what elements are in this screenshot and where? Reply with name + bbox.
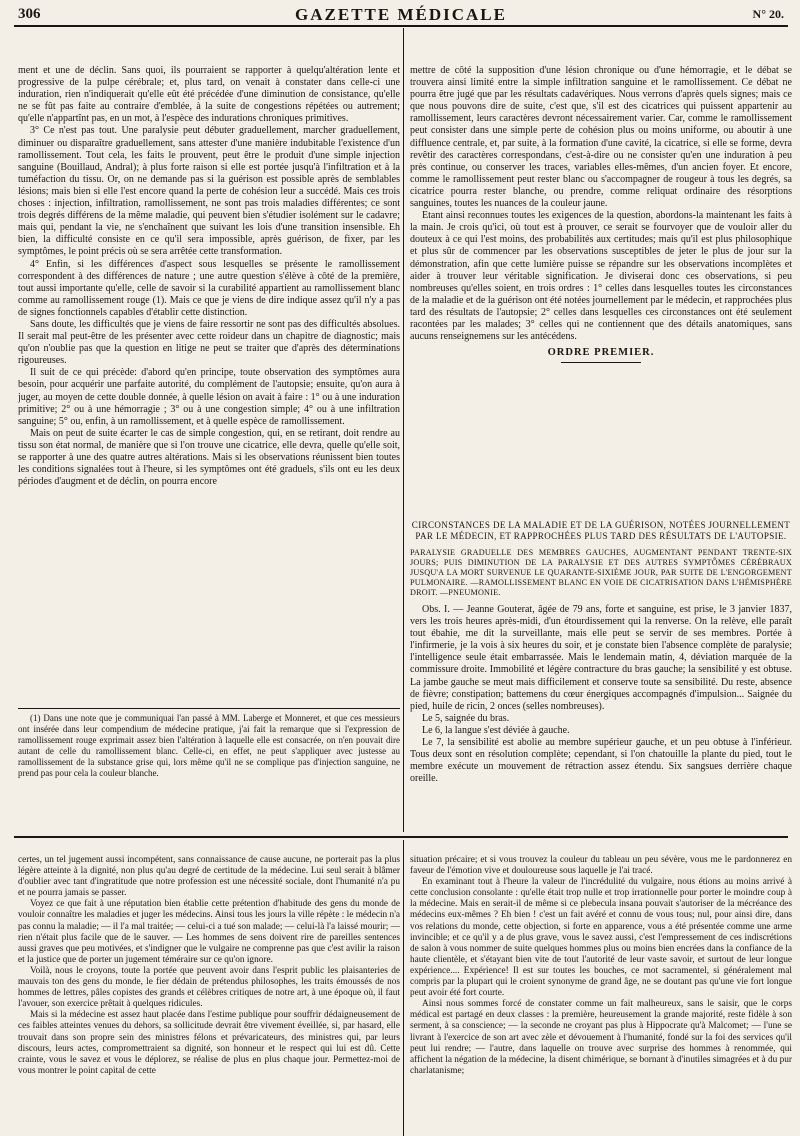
paragraph: mettre de côté la supposition d'une lésion chronique ou d'une hémorragie, et le débat se trouvera ainsi limité entre la simple infiltration sanguine et le ramollissement. Ce débat ne pourra être jugé que par les résultats cadavériques. Nous verrons d'après quels signes; mais ce que nous pouvons dire de suite, c'est que, s'il est des cicatrices qui puissent appartenir au ramollissement, leurs caractères devront nécessairement varier. Car, comme le ramollissement peut consister dans une simple perte de cohésion plus ou moins uniforme, ou aboutir à une diffluence centrale, et, par suite, à la formation d'une cavité, la cicatrice, si elle se forme, devra revêtir des caractères correspondans, c'est-à-dire ou ne consister qu'en une induration à peu près continue, ou conserver les traces, variables elles-mêmes, d'un ancien foyer. Et encore, comme le ramollissement peut rester blanc ou s'accompagner de rougeur à tous les degrés, sa cicatrice pourra rester blanche, ou prendre, comme reliquat ordinaire des résorptions sanguines, toutes les nuances de la couleur jaune.: [410, 65, 792, 210]
paragraph: 4° Enfin, si les différences d'aspect sous lesquelles se présente le ramollissement correspondent à des différences de nature ; une autre question s'élève à côté de la première, tout aussi importante qu'elle, celle de savoir si la curabilité appartient au ramollissement blanc comme au ramollissement rouge (1). Mais ce que je viens de dire indique assez qu'il n'y a pas de signes fonctionnels capables d'établir cette distinction.: [18, 258, 400, 318]
column-right-bottom: [410, 855, 792, 1133]
column-right-top: [410, 65, 792, 510]
column-right-case: [410, 518, 792, 834]
section-subheading: CIRCONSTANCES DE LA MALADIE ET DE LA GUÉRISON, NOTÉES JOURNELLEMENT PAR LE MÉDECIN, ET RAPPROCHÉES PLUS TARD DES RÉSULTATS DE L'AUTOPSIE.: [411, 520, 791, 541]
page-number: 306: [18, 6, 41, 22]
paragraph: Etant ainsi reconnues toutes les exigences de la question, abordons-la maintenant les faits à la main. Je crois qu'ici, où tout est à prouver, ce serait se fourvoyer que de vouloir aller du douteux à ce qui l'est moins, des probabilités aux certitudes; mais qu'il est plus philosophique et plus sûr de commencer par les observations susceptibles de jeter le plus de jour sur la démonstration, afin que cette lumière puisse se répandre sur les observations incomplètes et aider à trouver leur véritable signification. Je diviserai donc ces observations, si peu nombreuses qu'elles soient, en trois ordres : 1° celles dans lesquelles toutes les circonstances de la maladie et de la guérison ont été notées journellement par le médecin, et rapprochées plus tard des résultats de l'autopsie; 2° celles dans lesquelles ces circonstances ont été seulement racontées par les malades; 3° celles qui ne contiennent que des détails anatomiques, sans aucuns renseignemens sur les antécédens.: [410, 210, 792, 343]
column-divider-bottom: [403, 840, 404, 1136]
paragraph: Obs. I. — Jeanne Gouterat, âgée de 79 ans, forte et sanguine, est prise, le 3 janvier 1837, vers les trois heures après-midi, d'un étourdissement qui la renverse. On la relève, elle paraît tout ébahie, me dit la surveillante, mais elle peut se servir de ses membres. Portée à l'infirmerie, je la vois à six heures du soir, et je constate bien l'absence complète de paralysie; l'intelligence seule était embarrassée. Mais le lendemain matin, 4, déviation marquée de la commissure droite. Immobilité et légère contracture du bras gauche; la sensibilité y est obtuse. La jambe gauche se meut mais difficilement et conserve toute sa sensibilité. Du reste, absence de fièvre; constipation; battemens du cœur énergiques accompagnés d'impulsion... Saignée du pied, huile de ricin, 2 onces (selles nombreuses).: [410, 604, 792, 712]
column-left-top: [18, 65, 400, 700]
paragraph: 3° Ce n'est pas tout. Une paralysie peut débuter graduellement, marcher graduellement, diminuer ou disparaître graduellement, sans attester d'une manière indubitable l'existence d'un ramollissement. Tout cela, les faits le prouvent, peut être le produit d'une simple injection sanguine (Bouillaud, Andral); à plus forte raison si elle est portée jusqu'à l'infiltration et à la tuméfaction du tissu. Or, on ne demande pas si la guérison est possible après de semblables lésions; mais bien si elle l'est encore quand la perte de cohésion leur a succédé. Mais ces trois choses : injection, infiltration, ramollissement, ne sont pas trois maladies différentes; ce sont trois degrés différens de la même maladie, qui peuvent bien s'étudier isolément sur le cadavre; mais qui, pendant la vie, ne s'enchaînent que suivant les lois d'une transition insensible. Eh bien, la difficulté consiste en ce qu'il sera impossible, après guérison, de fixer, par les symptômes, le point précis où se sera arrêtée cette transformation.: [18, 125, 400, 258]
paragraph: situation précaire; et si vous trouvez la couleur du tableau un peu sévère, vous me le pardonnerez en faveur de l'émotion vive et douloureuse sous laquelle je l'ai tracé.: [410, 855, 792, 877]
column-left-bottom: [18, 855, 400, 1133]
paragraph: Voyez ce que fait à une réputation bien établie cette prétention d'habitude des gens du monde de vouloir connaître les maladies et juger les médecins. Ainsi tous les jours la ville répète : le médecin n'a pas connu la maladie; — il l'a mal traitée; — celui-ci a tué son malade; — celui-là l'a laissé mourir; — rien n'était plus facile que de le sauver. — Les hommes de sens doivent rire de pareilles sentences aussi graves que peu motivées, et s'indigner que le vulgaire ne comprenne pas que c'est avilir la raison et la justice que de porter un jugement téméraire sur ce qu'on ignore.: [18, 899, 400, 965]
feuilleton-rule: [14, 836, 788, 838]
paragraph: Sans doute, les difficultés que je viens de faire ressortir ne sont pas des difficultés absolues. Il serait mal peut-être de les présenter avec cette roideur dans un chapitre de diagnostic; mais qu'on n'oublie pas que la question en litige ne peut se traiter que d'après des déterminations rigoureuses.: [18, 318, 400, 367]
paragraph: Le 5, saignée du bras.: [422, 712, 510, 724]
issue-number: N° 20.: [752, 7, 784, 21]
paragraph: certes, un tel jugement aussi incompétent, sans connaissance de cause aucune, ne porterait pas la plus légère atteinte à la dignité, non plus qu'au degré de certitude de la médecine. Lui seul serait à blâmer d'oublier avec tant d'ingratitude que notre profession est une nécessité sociale, dont l'humanité n'a pu et ne pourra jamais se passer.: [18, 855, 400, 899]
header-rule: [14, 25, 788, 27]
paragraph: Mais si la médecine est assez haut placée dans l'estime publique pour souffrir dédaigneusement de ces faibles atteintes venues du dehors, sa sollicitude devrait être vivement éveillée, si, par hasard, elle trouvait dans son propre sein des ministres félons et prévaricateurs, des ministres qui, par leurs discours, leurs actes, compromettraient sa dignité, son honneur et le respect qui lui est dû. Cette crainte, vous le savez et vous le déplorez, se réalise de plus en plus chaque jour. Permettez-moi de vous montrer le point capital de cette: [18, 1010, 400, 1076]
section-heading: ORDRE PREMIER.: [547, 347, 655, 359]
page-header: [16, 4, 786, 26]
journal-title: GAZETTE MÉDICALE: [295, 5, 507, 24]
paragraph: Ainsi nous sommes forcé de constater comme un fait malheureux, sans le saisir, que le corps médical est partagé en deux classes : la première, heureusement la grande majorité, reste fidèle à son serment, à sa conscience; — la seconde ne croyant pas plus à Hippocrate qu'à Malcomet; — l'une se livrant à l'exercice de son art avec zèle et dévouement à l'humanité, fondé sur la foi des services qu'il peut lui rendre; — l'autre, dans laquelle on trouve avec surprise des hommes à renommée, qui affichent la négation de la médecine, la disent chimérique, se bornant à d'inutiles simagrées et à du pur charlatanisme;: [410, 999, 792, 1076]
paragraph: Il suit de ce qui précède: d'abord qu'en principe, toute observation des symptômes aura besoin, pour acquérir une parfaite autorité, du complément de l'autopsie; ensuite, qu'on aura à juger, au moyen de cette double donnée, à quelle lésion on avait à faire : 1° ou à une induration primitive; 2° ou à une hémorragie ; 3° ou à une congestion simple; 4° ou à une infiltration sanguine; 5° ou, enfin, à un ramollissement, et à quelle espèce de ramollissement.: [18, 367, 400, 427]
footnote-text: (1) Dans une note que je communiquai l'an passé à MM. Laberge et Monneret, et que ces messieurs ont insérée dans leur compendium de médecine pratique, j'ai fait la remarque que si l'expression de ramollissement rouge exprimait assez bien l'altération à laquelle elle est consacrée, on n'en pouvait dire autant de celle du ramollissement blanc. Celle-ci, en effet, ne peut s'appliquer avec justesse au ramollissement de la substance grise qui, lors même qu'il ne se complique pas d'injection sanguine, ne prend pas pour cela la couleur blanche.: [18, 713, 400, 778]
paragraph: Le 7, la sensibilité est abolie au membre supérieur gauche, et un peu obtuse à l'inférieur. Tous deux sont en résolution complète; cependant, si l'on chatouille la plante du pied, tout le membre exécute un mouvement de rétraction assez étendu. Six sangsues derrière chaque oreille.: [410, 737, 792, 785]
paragraph: Voilà, nous le croyons, toute la portée que peuvent avoir dans l'esprit public les plaisanteries de mauvais ton des gens du monde, le fier dédain de prétendus philosophes, les traits émoussés de nos hommes de lettres, pâles copistes des grands et célèbres critiques de notre art, à une époque où, il faut l'avouer, son exercice prêtait à quelques ridicules.: [18, 965, 400, 1010]
paragraph: Mais on peut de suite écarter le cas de simple congestion, qui, en se retirant, doit rendre au tissu son état normal, de manière que si l'on trouve une cicatrice, elle devra, quelle qu'elle soit, se rapporter à une des quatre autres altérations. Mais si les observations réunissent bien toutes les conditions signalées tout à l'heure, si les symptômes ont été graduels, s'ils ont eu les deux périodes d'augment et de déclin, on pourra encore: [18, 427, 400, 488]
column-divider: [403, 28, 404, 832]
footnote: [18, 713, 400, 825]
paragraph: Le 6, la langue s'est déviée à gauche.: [422, 724, 570, 736]
case-title: PARALYSIE GRADUELLE DES MEMBRES GAUCHES, AUGMENTANT PENDANT TRENTE-SIX JOURS; PUIS DIMINUTION DE LA PARALYSIE ET DES AUTRES SYMPTÔMES CÉRÉBRAUX JUSQU'A LA MORT SURVENUE LE QUARANTE-SIXIÈME JOUR, PAR SUITE DE L'ENGORGEMENT PULMONAIRE. —RAMOLLISSEMENT BLANC EN VOIE DE CICATRISATION DANS L'HÉMISPHÈRE DROIT. —PNEUMONIE.: [410, 548, 792, 597]
footnote-rule: [18, 708, 400, 709]
section-separator: [561, 362, 641, 363]
paragraph: ment et une de déclin. Sans quoi, ils pourraient se rapporter à quelqu'altération lente et progressive de la pulpe cérébrale; et, plus tard, on venait à constater dans celle-ci une induration, rien n'indiquerait qu'elle eût été précédée d'une diminution de consistance, qu'elle ne se fût pas faite au contraire d'emblée, à la suite de congestions répétées ou autrement; qu'elle n'appartînt pas, en un mot, à l'espèce des indurations chroniques primitives.: [18, 65, 400, 125]
paragraph: En examinant tout à l'heure la valeur de l'incrédulité du vulgaire, nous étions au moins arrivé à cette conclusion consolante : qu'elle était trop nulle et trop irrationnelle pour porter le moindre coup à la médecine. Mais en serait-il de même si ce plebecula insana pouvait s'autoriser de la mécréance des médecins eux-mêmes ? Eh bien ! c'est un fait avéré et connu de vous tous; nul, pour ainsi dire, dans vos relations du monde, cette objection, si forte en apparence, vous a été présentée comme une arme invincible; et ce qu'il y a de plus grave, vous le savez aussi, c'est l'empressement de ces indiscrétions de salon à vous nommer de suite quelques hommes plus ou moins bien encrées dans la confiance de la haute clientèle, et s'étayant bien vite de tout l'autorité de leur vaste savoir, et surtout de leur longue expérience.... Expérience! Il est sur toutes les bouches, ce mot sacramentel, si généralement mal compris par la plupart qui le croient synonyme de grand âge, ne se doutant pas qu'une vie fort longue peut avoir été fort courte.: [410, 877, 792, 999]
